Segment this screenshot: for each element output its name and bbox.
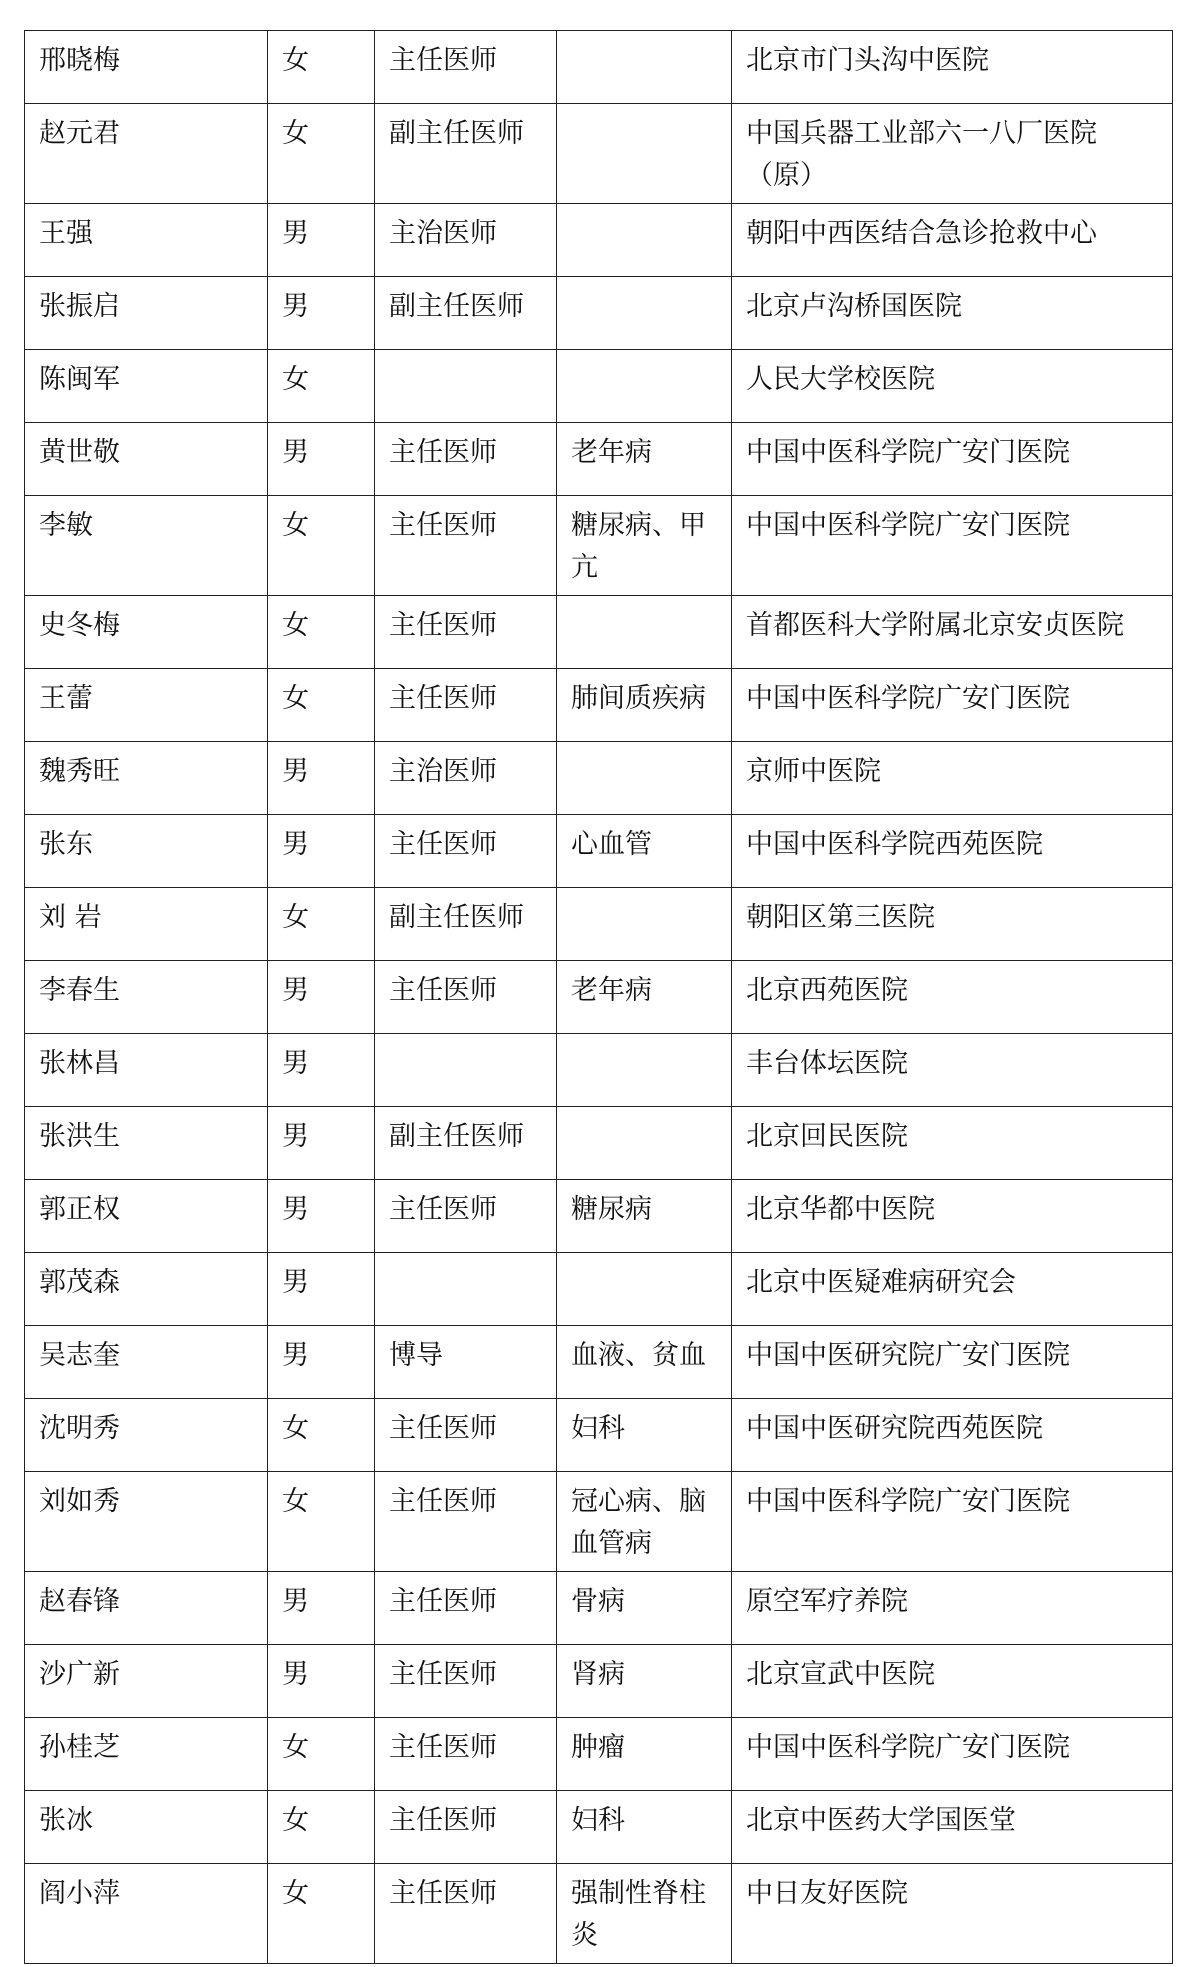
cell-gender: 男 — [268, 742, 375, 815]
cell-hospital: 北京宣武中医院 — [732, 1645, 1173, 1718]
cell-specialty: 糖尿病 — [557, 1180, 732, 1253]
cell-hospital: 首都医科大学附属北京安贞医院 — [732, 596, 1173, 669]
cell-hospital: 原空军疗养院 — [732, 1572, 1173, 1645]
doctor-table-container — [24, 30, 1172, 1964]
cell-title: 主治医师 — [375, 742, 557, 815]
cell-gender: 女 — [268, 496, 375, 596]
cell-title: 主任医师 — [375, 496, 557, 596]
table-row — [25, 1791, 1173, 1864]
cell-specialty: 老年病 — [557, 423, 732, 496]
cell-gender: 男 — [268, 1253, 375, 1326]
table-row — [25, 596, 1173, 669]
cell-specialty: 强制性脊柱炎 — [557, 1864, 732, 1964]
cell-name: 张林昌 — [25, 1034, 268, 1107]
cell-hospital: 中国中医科学院广安门医院 — [732, 1472, 1173, 1572]
cell-name: 张洪生 — [25, 1107, 268, 1180]
cell-specialty — [557, 1253, 732, 1326]
cell-name: 张东 — [25, 815, 268, 888]
cell-specialty — [557, 888, 732, 961]
cell-hospital: 中国中医科学院西苑医院 — [732, 815, 1173, 888]
cell-title: 博导 — [375, 1326, 557, 1399]
cell-title: 副主任医师 — [375, 888, 557, 961]
cell-specialty — [557, 1107, 732, 1180]
cell-specialty — [557, 596, 732, 669]
cell-hospital: 中国中医研究院广安门医院 — [732, 1326, 1173, 1399]
cell-hospital: 朝阳中西医结合急诊抢救中心 — [732, 204, 1173, 277]
cell-specialty: 肾病 — [557, 1645, 732, 1718]
cell-gender: 男 — [268, 277, 375, 350]
cell-name: 吴志奎 — [25, 1326, 268, 1399]
cell-title: 副主任医师 — [375, 104, 557, 204]
cell-specialty — [557, 1034, 732, 1107]
cell-hospital: 丰台体坛医院 — [732, 1034, 1173, 1107]
cell-specialty: 肺间质疾病 — [557, 669, 732, 742]
cell-gender: 男 — [268, 204, 375, 277]
cell-name: 刘如秀 — [25, 1472, 268, 1572]
table-row — [25, 496, 1173, 596]
cell-gender: 女 — [268, 350, 375, 423]
table-row — [25, 1864, 1173, 1964]
doctor-table-body — [25, 31, 1173, 1964]
cell-hospital: 人民大学校医院 — [732, 350, 1173, 423]
doctor-table — [24, 30, 1173, 1964]
cell-gender: 女 — [268, 888, 375, 961]
table-row — [25, 204, 1173, 277]
cell-specialty: 肿瘤 — [557, 1718, 732, 1791]
cell-title — [375, 1034, 557, 1107]
cell-name: 赵元君 — [25, 104, 268, 204]
cell-hospital: 北京华都中医院 — [732, 1180, 1173, 1253]
table-row — [25, 1180, 1173, 1253]
cell-specialty: 老年病 — [557, 961, 732, 1034]
cell-title — [375, 1253, 557, 1326]
cell-specialty — [557, 104, 732, 204]
cell-hospital: 中国兵器工业部六一八厂医院（原） — [732, 104, 1173, 204]
table-row — [25, 31, 1173, 104]
cell-specialty: 糖尿病、甲亢 — [557, 496, 732, 596]
cell-title: 主任医师 — [375, 669, 557, 742]
table-row — [25, 1034, 1173, 1107]
cell-specialty — [557, 204, 732, 277]
cell-name: 郭茂森 — [25, 1253, 268, 1326]
cell-title: 主任医师 — [375, 1791, 557, 1864]
cell-title: 主任医师 — [375, 31, 557, 104]
cell-hospital: 朝阳区第三医院 — [732, 888, 1173, 961]
cell-name: 刘 岩 — [25, 888, 268, 961]
table-row — [25, 815, 1173, 888]
cell-gender: 男 — [268, 1645, 375, 1718]
cell-gender: 女 — [268, 1791, 375, 1864]
cell-title: 主任医师 — [375, 1399, 557, 1472]
cell-name: 邢晓梅 — [25, 31, 268, 104]
table-row — [25, 423, 1173, 496]
cell-title: 主任医师 — [375, 815, 557, 888]
cell-name: 史冬梅 — [25, 596, 268, 669]
table-row — [25, 1645, 1173, 1718]
cell-name: 沈明秀 — [25, 1399, 268, 1472]
cell-title: 主任医师 — [375, 1472, 557, 1572]
cell-title: 主任医师 — [375, 596, 557, 669]
cell-name: 孙桂芝 — [25, 1718, 268, 1791]
cell-hospital: 中国中医研究院西苑医院 — [732, 1399, 1173, 1472]
table-row — [25, 888, 1173, 961]
cell-gender: 女 — [268, 1718, 375, 1791]
cell-specialty — [557, 277, 732, 350]
table-row — [25, 350, 1173, 423]
cell-name: 赵春锋 — [25, 1572, 268, 1645]
cell-title: 主任医师 — [375, 1645, 557, 1718]
cell-specialty — [557, 31, 732, 104]
cell-hospital: 中国中医科学院广安门医院 — [732, 1718, 1173, 1791]
cell-gender: 男 — [268, 961, 375, 1034]
table-row — [25, 1572, 1173, 1645]
cell-hospital: 北京市门头沟中医院 — [732, 31, 1173, 104]
cell-title: 副主任医师 — [375, 1107, 557, 1180]
table-row — [25, 104, 1173, 204]
cell-gender: 女 — [268, 104, 375, 204]
cell-title: 主任医师 — [375, 1864, 557, 1964]
cell-title: 主任医师 — [375, 1180, 557, 1253]
table-row — [25, 1718, 1173, 1791]
cell-specialty: 妇科 — [557, 1399, 732, 1472]
cell-specialty: 冠心病、脑血管病 — [557, 1472, 732, 1572]
cell-gender: 男 — [268, 1034, 375, 1107]
cell-title: 副主任医师 — [375, 277, 557, 350]
cell-hospital: 中国中医科学院广安门医院 — [732, 496, 1173, 596]
cell-title: 主治医师 — [375, 204, 557, 277]
cell-gender: 女 — [268, 1399, 375, 1472]
cell-hospital: 北京中医药大学国医堂 — [732, 1791, 1173, 1864]
cell-title: 主任医师 — [375, 961, 557, 1034]
cell-hospital: 北京西苑医院 — [732, 961, 1173, 1034]
cell-name: 王强 — [25, 204, 268, 277]
cell-title: 主任医师 — [375, 1572, 557, 1645]
table-row — [25, 1326, 1173, 1399]
cell-gender: 女 — [268, 31, 375, 104]
cell-title — [375, 350, 557, 423]
cell-hospital: 北京卢沟桥国医院 — [732, 277, 1173, 350]
table-row — [25, 1253, 1173, 1326]
cell-specialty: 骨病 — [557, 1572, 732, 1645]
cell-hospital: 中国中医科学院广安门医院 — [732, 423, 1173, 496]
table-row — [25, 1472, 1173, 1572]
cell-specialty — [557, 350, 732, 423]
cell-name: 王蕾 — [25, 669, 268, 742]
cell-name: 黄世敬 — [25, 423, 268, 496]
cell-gender: 男 — [268, 1572, 375, 1645]
cell-name: 沙广新 — [25, 1645, 268, 1718]
cell-gender: 男 — [268, 1180, 375, 1253]
cell-gender: 男 — [268, 1326, 375, 1399]
cell-name: 李春生 — [25, 961, 268, 1034]
cell-hospital: 京师中医院 — [732, 742, 1173, 815]
cell-title: 主任医师 — [375, 423, 557, 496]
cell-name: 陈闽军 — [25, 350, 268, 423]
cell-name: 李敏 — [25, 496, 268, 596]
cell-hospital: 北京中医疑难病研究会 — [732, 1253, 1173, 1326]
cell-gender: 男 — [268, 1107, 375, 1180]
cell-specialty — [557, 742, 732, 815]
cell-name: 张冰 — [25, 1791, 268, 1864]
cell-specialty: 心血管 — [557, 815, 732, 888]
cell-specialty: 血液、贫血 — [557, 1326, 732, 1399]
cell-name: 张振启 — [25, 277, 268, 350]
cell-gender: 女 — [268, 669, 375, 742]
table-row — [25, 742, 1173, 815]
cell-gender: 男 — [268, 815, 375, 888]
cell-title: 主任医师 — [375, 1718, 557, 1791]
table-row — [25, 1399, 1173, 1472]
table-row — [25, 961, 1173, 1034]
cell-hospital: 北京回民医院 — [732, 1107, 1173, 1180]
cell-hospital: 中日友好医院 — [732, 1864, 1173, 1964]
cell-name: 魏秀旺 — [25, 742, 268, 815]
cell-name: 郭正权 — [25, 1180, 268, 1253]
cell-gender: 女 — [268, 1864, 375, 1964]
table-row — [25, 669, 1173, 742]
cell-name: 阎小萍 — [25, 1864, 268, 1964]
table-row — [25, 1107, 1173, 1180]
cell-gender: 男 — [268, 423, 375, 496]
cell-gender: 女 — [268, 596, 375, 669]
cell-specialty: 妇科 — [557, 1791, 732, 1864]
cell-gender: 女 — [268, 1472, 375, 1572]
table-row — [25, 277, 1173, 350]
cell-hospital: 中国中医科学院广安门医院 — [732, 669, 1173, 742]
